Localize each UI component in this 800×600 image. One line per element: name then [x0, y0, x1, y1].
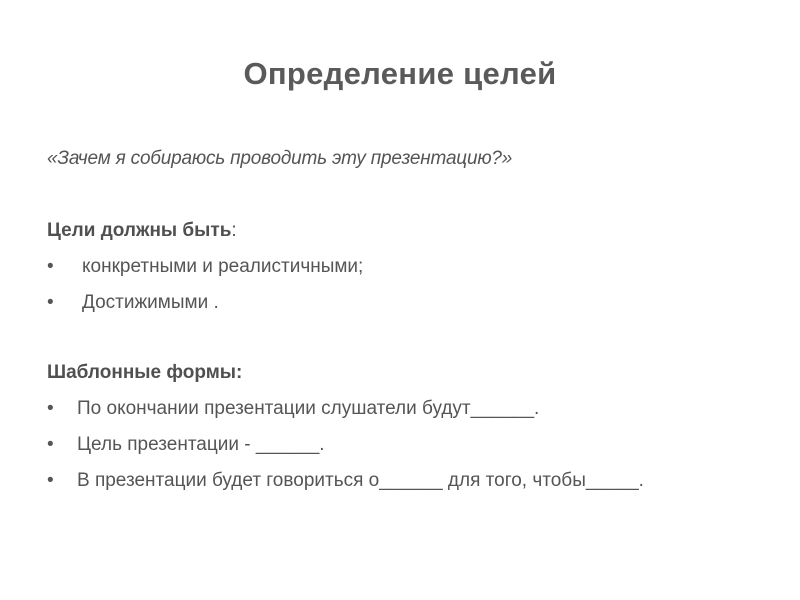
- bullet-icon: •: [47, 434, 54, 455]
- list-item-text: конкретными и реалистичными;: [82, 256, 364, 277]
- list-item-text: В презентации будет говориться о______ для того, чтобы_____.: [77, 470, 644, 491]
- list-item-text: Цель презентации - ______.: [77, 434, 325, 455]
- list-item-text: По окончании презентации слушатели будут______.: [77, 398, 540, 419]
- goals-heading: [47, 219, 237, 243]
- bullet-icon: •: [47, 256, 54, 277]
- goals-heading-colon: :: [231, 220, 237, 241]
- key-question: «Зачем я собираюсь проводить эту презентацию?»: [47, 148, 513, 169]
- slide-title: Определение целей: [243, 56, 557, 91]
- bullet-icon: •: [47, 470, 54, 491]
- templates-heading: Шаблонные формы:: [47, 362, 243, 383]
- goals-heading-label: Цели должны быть: [47, 220, 232, 241]
- list-item-text: Достижимыми .: [82, 292, 219, 313]
- bullet-icon: •: [47, 398, 54, 419]
- bullet-icon: •: [47, 292, 54, 313]
